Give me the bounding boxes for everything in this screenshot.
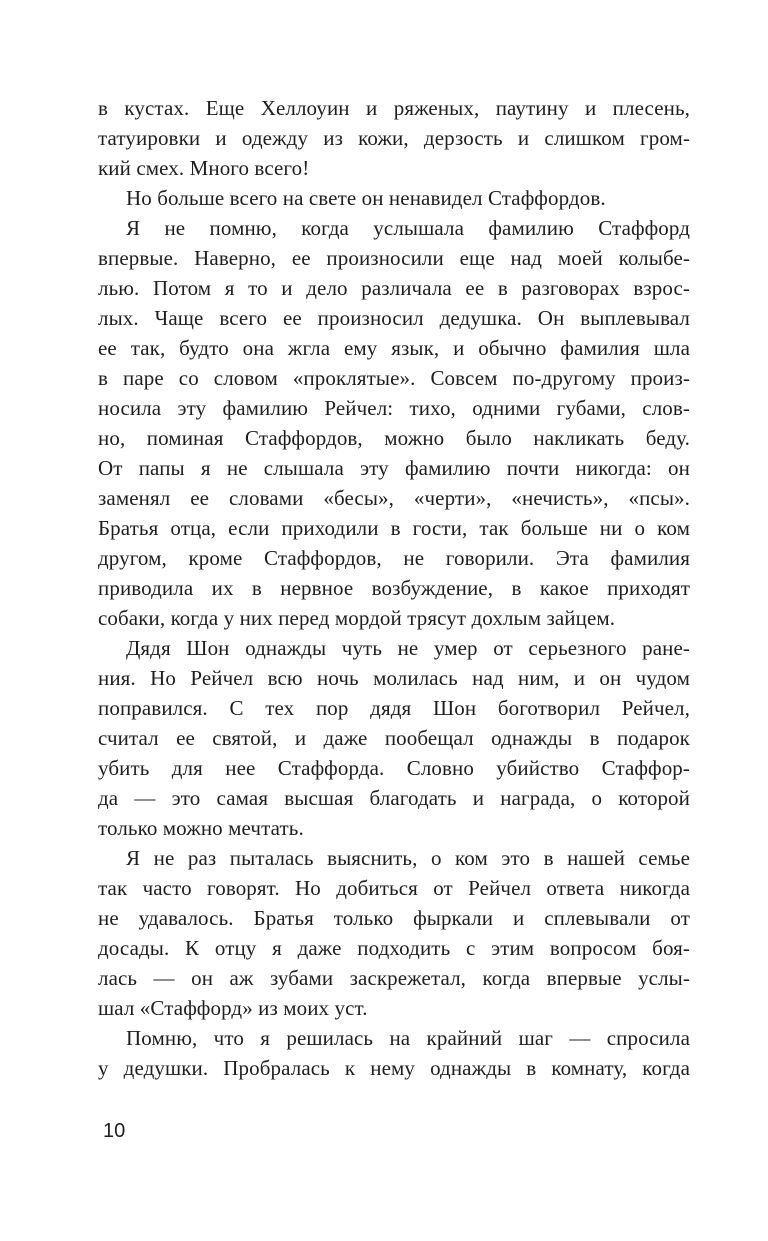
text-line: впервые. Наверно, ее произносили еще над моей колыбе-: [98, 246, 690, 270]
text-line: Братья отца, если приходили в гости, так больше ни о ком: [98, 516, 690, 540]
text-line: Но больше всего на свете он ненавидел Стаффордов.: [126, 186, 606, 210]
text-line: Помню, что я решилась на крайний шаг — спросила: [126, 1026, 690, 1050]
text-line: шал «Стаффорд» из моих уст.: [98, 996, 368, 1020]
text-line: Я не помню, когда услышала фамилию Стаффорд: [126, 216, 690, 240]
text-line: только можно мечтать.: [98, 816, 304, 840]
text-line: в паре со словом «проклятые». Совсем по-другому произ-: [98, 366, 690, 390]
text-line: собаки, когда у них перед мордой трясут дохлым зайцем.: [98, 606, 616, 630]
paragraph: [98, 633, 690, 843]
text-line: Я не раз пыталась выяснить, о ком это в нашей семье: [126, 846, 690, 870]
text-line: лых. Чаще всего ее произносил дедушка. Он выплевывал: [98, 306, 690, 330]
text-line: у дедушки. Пробралась к нему однажды в комнату, когда: [98, 1056, 690, 1080]
text-line: так часто говорят. Но добиться от Рейчел ответа никогда: [98, 876, 690, 900]
text-line: лью. Потом я то и дело различала ее в разговорах взрос-: [98, 276, 690, 300]
text-block: [98, 93, 690, 1083]
text-line: досады. К отцу я даже подходить с этим вопросом боя-: [98, 936, 690, 960]
paragraph: [98, 843, 690, 1023]
text-line: поправился. С тех пор дядя Шон боготворил Рейчел,: [98, 696, 690, 720]
text-line: татуировки и одежду из кожи, дерзость и слишком гром-: [98, 126, 690, 150]
text-line: другом, кроме Стаффордов, не говорили. Эта фамилия: [98, 546, 690, 570]
paragraph: [98, 213, 690, 633]
text-line: но, поминая Стаффордов, можно было накликать беду.: [98, 426, 690, 450]
text-line: лась — он аж зубами заскрежетал, когда впервые услы-: [98, 966, 690, 990]
text-line: От папы я не слышала эту фамилию почти никогда: он: [98, 456, 690, 480]
text-line: кий смех. Много всего!: [98, 156, 310, 180]
text-line: заменял ее словами «бесы», «черти», «нечисть», «псы».: [98, 486, 690, 510]
text-line: ния. Но Рейчел всю ночь молилась над ним, и он чудом: [98, 666, 690, 690]
text-line: ее так, будто она жгла ему язык, и обычно фамилия шла: [98, 336, 690, 360]
text-line: не удавалось. Братья только фыркали и сплевывали от: [98, 906, 690, 930]
text-line: Дядя Шон однажды чуть не умер от серьезного ране-: [126, 636, 690, 660]
paragraph: [98, 93, 690, 183]
text-line: приводила их в нервное возбуждение, в какое приходят: [98, 576, 690, 600]
paragraph: [98, 1023, 690, 1083]
paragraph: [98, 183, 690, 213]
text-line: да — это самая высшая благодать и награда, о которой: [98, 786, 690, 810]
text-line: убить для нее Стаффорда. Словно убийство Стаффор-: [98, 756, 690, 780]
text-line: считал ее святой, и даже пообещал однажды в подарок: [98, 726, 690, 750]
page-number: 10: [103, 1120, 126, 1142]
text-line: носила эту фамилию Рейчел: тихо, одними губами, слов-: [98, 396, 690, 420]
text-line: в кустах. Еще Хеллоуин и ряженых, паутину и плесень,: [98, 96, 690, 120]
